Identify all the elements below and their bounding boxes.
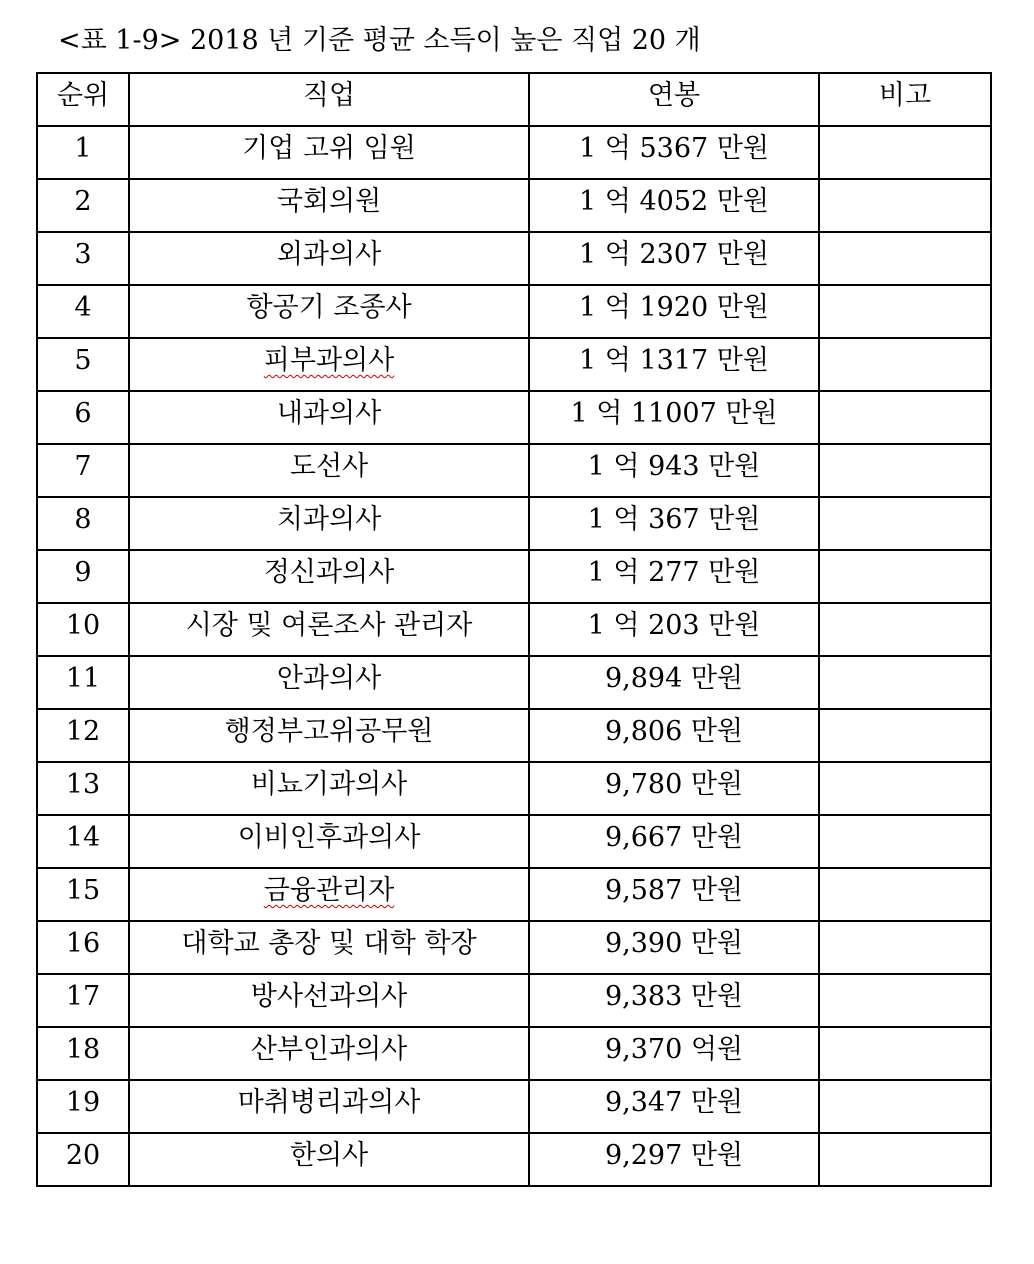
header-rank: 순위 (37, 73, 129, 126)
rank-cell: 20 (37, 1133, 129, 1186)
table-row (37, 550, 991, 603)
job-cell: 비뇨기과의사 (129, 762, 529, 815)
note-cell (819, 497, 991, 550)
table-row (37, 1080, 991, 1133)
table-row (37, 815, 991, 868)
job-cell: 한의사 (129, 1133, 529, 1186)
table-row (37, 497, 991, 550)
job-cell: 방사선과의사 (129, 974, 529, 1027)
job-cell: 시장 및 여론조사 관리자 (129, 603, 529, 656)
header-row (37, 73, 991, 126)
salary-cell: 9,383 만원 (529, 974, 819, 1027)
rank-cell: 3 (37, 232, 129, 285)
job-cell: 안과의사 (129, 656, 529, 709)
note-cell (819, 391, 991, 444)
job-cell: 행정부고위공무원 (129, 709, 529, 762)
salary-cell: 1 억 203 만원 (529, 603, 819, 656)
salary-cell: 1 억 4052 만원 (529, 179, 819, 232)
header-note: 비고 (819, 73, 991, 126)
job-cell (129, 868, 529, 921)
rank-cell: 11 (37, 656, 129, 709)
job-cell: 항공기 조종사 (129, 285, 529, 338)
note-cell (819, 444, 991, 497)
job-cell: 이비인후과의사 (129, 815, 529, 868)
rank-cell: 2 (37, 179, 129, 232)
table-row (37, 444, 991, 497)
salary-cell: 9,894 만원 (529, 656, 819, 709)
job-cell: 치과의사 (129, 497, 529, 550)
rank-cell: 1 (37, 126, 129, 179)
table-row (37, 1027, 991, 1080)
job-cell: 국회의원 (129, 179, 529, 232)
rank-cell: 12 (37, 709, 129, 762)
rank-cell: 10 (37, 603, 129, 656)
note-cell (819, 1080, 991, 1133)
salary-cell: 1 억 11007 만원 (529, 391, 819, 444)
job-cell (129, 338, 529, 391)
note-cell (819, 709, 991, 762)
note-cell (819, 232, 991, 285)
note-cell (819, 762, 991, 815)
rank-cell: 16 (37, 921, 129, 974)
note-cell (819, 603, 991, 656)
rank-cell: 18 (37, 1027, 129, 1080)
note-cell (819, 974, 991, 1027)
job-cell: 기업 고위 임원 (129, 126, 529, 179)
job-cell: 산부인과의사 (129, 1027, 529, 1080)
table-row (37, 974, 991, 1027)
salary-cell: 1 억 367 만원 (529, 497, 819, 550)
note-cell (819, 868, 991, 921)
rank-cell: 5 (37, 338, 129, 391)
rank-cell: 6 (37, 391, 129, 444)
table-row (37, 868, 991, 921)
job-cell: 대학교 총장 및 대학 학장 (129, 921, 529, 974)
salary-cell: 1 억 5367 만원 (529, 126, 819, 179)
salary-cell: 1 억 277 만원 (529, 550, 819, 603)
job-cell: 정신과의사 (129, 550, 529, 603)
salary-cell: 1 억 1920 만원 (529, 285, 819, 338)
spellcheck-underlined-text: 피부과의사 (263, 345, 395, 376)
salary-cell: 9,370 억원 (529, 1027, 819, 1080)
income-table (36, 72, 992, 1187)
spellcheck-underlined-text: 금융관리자 (263, 875, 395, 906)
table-row (37, 709, 991, 762)
table-row (37, 1133, 991, 1186)
note-cell (819, 656, 991, 709)
rank-cell: 14 (37, 815, 129, 868)
header-job: 직업 (129, 73, 529, 126)
note-cell (819, 338, 991, 391)
salary-cell: 9,780 만원 (529, 762, 819, 815)
rank-cell: 9 (37, 550, 129, 603)
table-row (37, 285, 991, 338)
salary-cell: 9,390 만원 (529, 921, 819, 974)
rank-cell: 15 (37, 868, 129, 921)
note-cell (819, 179, 991, 232)
job-cell: 외과의사 (129, 232, 529, 285)
note-cell (819, 550, 991, 603)
salary-cell: 1 억 1317 만원 (529, 338, 819, 391)
table-row (37, 126, 991, 179)
salary-cell: 9,667 만원 (529, 815, 819, 868)
table-row (37, 921, 991, 974)
job-cell: 마취병리과의사 (129, 1080, 529, 1133)
table-row (37, 179, 991, 232)
job-cell: 도선사 (129, 444, 529, 497)
table-row (37, 391, 991, 444)
note-cell (819, 815, 991, 868)
rank-cell: 19 (37, 1080, 129, 1133)
table-row (37, 338, 991, 391)
header-salary: 연봉 (529, 73, 819, 126)
salary-cell: 9,297 만원 (529, 1133, 819, 1186)
note-cell (819, 126, 991, 179)
job-cell: 내과의사 (129, 391, 529, 444)
table-row (37, 603, 991, 656)
rank-cell: 17 (37, 974, 129, 1027)
table-row (37, 762, 991, 815)
rank-cell: 4 (37, 285, 129, 338)
note-cell (819, 1133, 991, 1186)
salary-cell: 9,806 만원 (529, 709, 819, 762)
rank-cell: 13 (37, 762, 129, 815)
rank-cell: 8 (37, 497, 129, 550)
salary-cell: 9,587 만원 (529, 868, 819, 921)
rank-cell: 7 (37, 444, 129, 497)
salary-cell: 9,347 만원 (529, 1080, 819, 1133)
salary-cell: 1 억 943 만원 (529, 444, 819, 497)
note-cell (819, 1027, 991, 1080)
table-row (37, 232, 991, 285)
table-caption: <표 1-9> 2018 년 기준 평균 소득이 높은 직업 20 개 (58, 25, 701, 56)
note-cell (819, 921, 991, 974)
table-row (37, 656, 991, 709)
salary-cell: 1 억 2307 만원 (529, 232, 819, 285)
note-cell (819, 285, 991, 338)
